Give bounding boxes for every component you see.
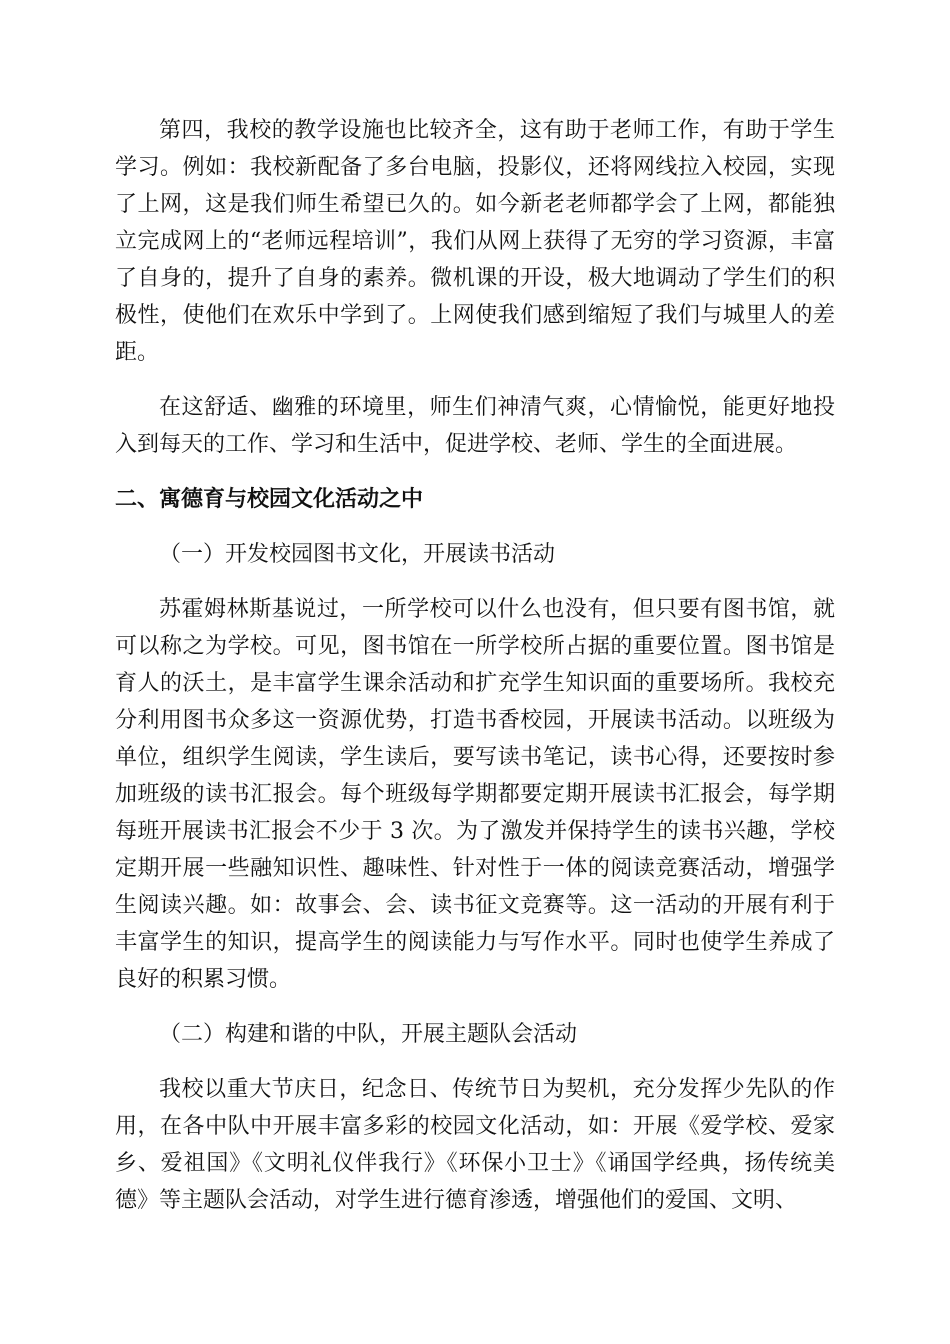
paragraph-reading-activities: 苏霍姆林斯基说过，一所学校可以什么也没有，但只要有图书馆，就可以称之为学校。可见，图书馆在一所学校所占据的重要位置。图书馆是育人的沃土，是丰富学生课余活动和扩充学生知识面的重要场所。我校充分利用图书众多这一资源优势，打造书香校园，开展读书活动。以班级为单位，组织学生阅读，学生读后，要写读书笔记，读书心得，还要按时参加班级的读书汇报会。每个班级每学期都要定期开展读书汇报会，每学期每班开展读书汇报会不少于 3 次。为了激发并保持学生的读书兴趣，学校定期开展一些融知识性、趣味性、针对性于一体的阅读竞赛活动，增强学生阅读兴趣。如：故事会、会、读书征文竞赛等。这一活动的开展有利于丰富学生的知识，提高学生的阅读能力与写作水平。同时也使学生养成了良好的积累习惯。 bbox=[115, 597, 835, 992]
paragraph-theme-activities: 我校以重大节庆日，纪念日、传统节日为契机，充分发挥少先队的作用，在各中队中开展丰富多彩的校园文化活动，如：开展《爱学校、爱家乡、爱祖国》《文明礼仪伴我行》《环保小卫士》《诵国学经典，扬传统美德》等主题队会活动，对学生进行德育渗透，增强他们的爱国、文明、 bbox=[115, 1077, 835, 1213]
document-page bbox=[115, 112, 835, 1219]
paragraph-teaching-facilities: 第四，我校的教学设施也比较齐全，这有助于老师工作，有助于学生学习。例如：我校新配备了多台电脑，投影仪，还将网线拉入校园，实现了上网，这是我们师生希望已久的。如今新老老师都学会了上网，都能独立完成网上的“老师远程培训”，我们从网上获得了无穷的学习资源，丰富了自身的，提升了自身的素养。微机课的开设，极大地调动了学生们的积极性，使他们在欢乐中学到了。上网使我们感到缩短了我们与城里人的差距。 bbox=[115, 118, 835, 365]
section-heading-moral-education: 二、寓德育与校园文化活动之中 bbox=[115, 486, 424, 512]
subheading-team-meetings: （二）构建和谐的中队，开展主题队会活动 bbox=[159, 1022, 578, 1047]
subheading-library-culture: （一）开发校园图书文化，开展读书活动 bbox=[159, 542, 556, 567]
paragraph-environment: 在这舒适、幽雅的环境里，师生们神清气爽，心情愉悦，能更好地投入到每天的工作、学习和生活中，促进学校、老师、学生的全面进展。 bbox=[115, 395, 835, 457]
